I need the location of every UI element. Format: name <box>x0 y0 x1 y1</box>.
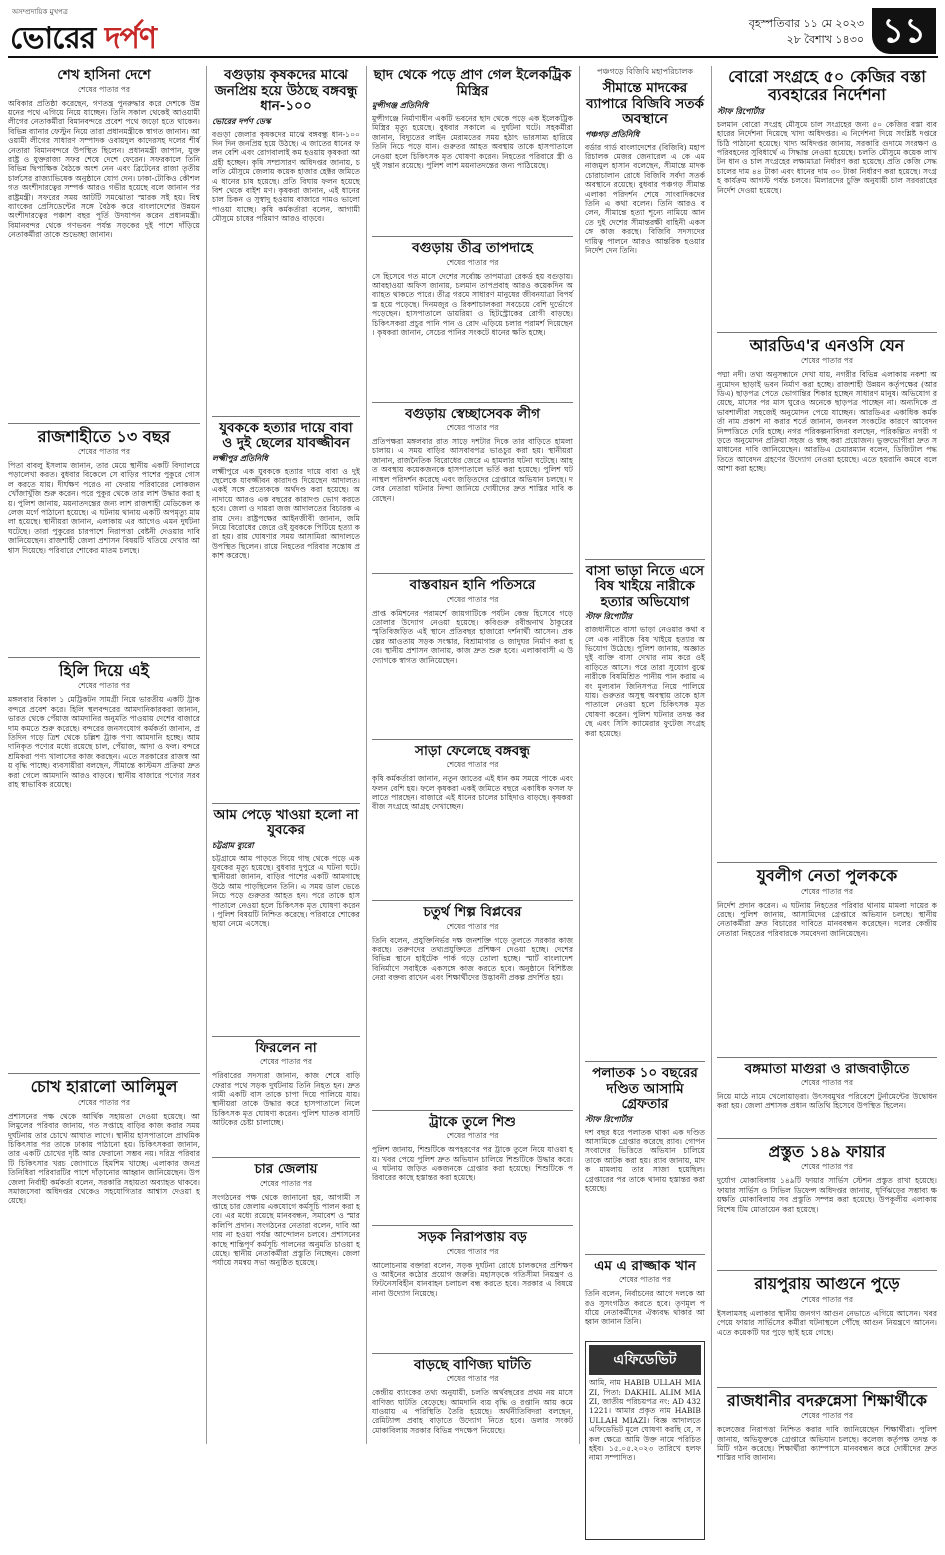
story-byline: ভোরের দর্পণ ডেস্ক <box>212 115 271 126</box>
story-headline: এম এ রাজ্জাক খান <box>594 1257 696 1274</box>
story-raipura-fire <box>717 1275 937 1380</box>
story-byline: স্টাফ রিপোর্টার <box>585 1113 632 1124</box>
story-boro-sacks <box>717 68 937 326</box>
story-divider <box>372 1110 573 1111</box>
story-headline: সড়ক নিরাপত্তায় বড় <box>418 1229 527 1246</box>
masthead <box>8 6 938 58</box>
story-divider <box>717 1270 937 1271</box>
story-kicker: পঞ্চগড়ে বিজিবি মহাপরিচালক <box>597 67 693 76</box>
story-byline: চট্টগ্রাম ব্যুরো <box>212 839 254 850</box>
story-jubo-league <box>717 867 937 1050</box>
continued-label: শেষের পাতার পর <box>801 1162 853 1172</box>
story-byline: মুন্সীগঞ্জ প্রতিনিধি <box>372 100 428 111</box>
story-divider <box>8 657 200 658</box>
column-5 <box>717 66 937 1463</box>
story-body: নির্দেশ প্রদান করেন। এ ঘটনায় নিহতের পরিবার থানায় মামলা দায়ের করেছে। পুলিশ জানায়, আসামিদের গ্রেপ্তারে অভিযান চলছে। স্থানীয় নেতাকর্মীরা দ্রুত বিচারের দাবিতে মানববন্ধন করেছেন। দলের কেন্দ্রীয় নেতারা নিহতের পরিবারকে সমবেদনা জানিয়েছেন। <box>717 900 937 938</box>
logo-part2: দর্পণ <box>95 21 157 56</box>
continued-label: শেষের পাতার পর <box>801 1294 853 1304</box>
story-poison-murder <box>585 564 705 1056</box>
continued-label: শেষের পাতার পর <box>446 1374 499 1384</box>
continued-label: শেষের পাতার পর <box>446 257 499 267</box>
masthead-tagline: অসম্প্রদায়িক মুখপত্র <box>12 8 68 16</box>
story-headline: যুবককে হত্যার দায়ে বাবা ও দুই ছেলের যাবজ্জীবন <box>219 419 353 452</box>
story-body: প্রশাসনের পক্ষ থেকে আর্থিক সহায়তা দেওয়া হয়েছে। আলিমুলের পরিবার জানায়, গত সপ্তাহে বাড়ির কাজ করার সময় দুর্ঘটনায় তার চোখে আঘাত লাগে। স্থানীয় হাসপাতালে প্রাথমিক চিকিৎসার পর তাকে ঢাকায় পাঠানো হয়। চিকিৎসকরা জানান, তার একটি চোখের দৃষ্টি আর ফেরানো সম্ভব নয়। দরিদ্র পরিবারটি চিকিৎসার খরচ জোগাতে হিমশিম খাচ্ছে। এলাকার জনপ্রতিনিধিরা পরিবারটির পাশে দাঁড়ানোর আহ্বান জানিয়েছেন। উপজেলা নির্বাহী কর্মকর্তা বলেন, সরকারি সহায়তা অব্যাহত থাকবে। সমাজসেবা অধিদপ্তর থেকেও সহযোগিতার আশ্বাস দেওয়া হয়েছে। <box>8 1111 200 1206</box>
continued-label: শেষের পাতার পর <box>78 681 130 691</box>
continued-label: শেষের পাতার পর <box>801 356 853 366</box>
page-number: ১১ <box>872 8 936 54</box>
story-heatwave <box>372 241 573 396</box>
story-body: বগুড়া জেলার কৃষকদের মাঝে বঙ্গবন্ধু ধান-১০০ দিন দিন জনপ্রিয় হয়ে উঠছে। এ জাতের ধানের ফলন বেশি এবং রোগবালাই কম হওয়ায় কৃষকরা আগ্রহী হচ্ছেন। কৃষি সম্প্রসারণ অধিদপ্তর জানায়, চলতি মৌসুমে জেলায় কয়েক হাজার হেক্টর জমিতে এ ধানের চাষ হয়েছে। প্রতি বিঘায় ফলন হয়েছে বিশ থেকে বাইশ মণ। কৃষকরা জানান, এই ধানের চাল চিকন ও সুস্বাদু হওয়ায় বাজারে দামও ভালো পাওয়া যাচ্ছে। কৃষি কর্মকর্তারা বলেন, আগামী মৌসুমে চাষের পরিমাণ আরও বাড়বে। <box>212 129 360 224</box>
story-divider <box>8 1073 200 1074</box>
story-volunteer-league <box>372 407 573 568</box>
story-body: মুন্সীগঞ্জে নির্মাণাধীন একটি ভবনের ছাদ থেকে পড়ে এক ইলেকট্রিক মিস্ত্রির মৃত্যু হয়েছে। বুধবার সকালে এ দুর্ঘটনা ঘটে। সহকর্মীরা জানান, বিদ্যুতের লাইন মেরামতের সময় হঠাৎ ভারসাম্য হারিয়ে তিনি নিচে পড়ে যান। গুরুতর আহত অবস্থায় তাকে হাসপাতালে নেওয়া হলে চিকিৎসক মৃত ঘোষণা করেন। নিহতের পরিবারে স্ত্রী ও দুই সন্তান রয়েছে। পুলিশ লাশ ময়নাতদন্তের জন্য পাঠিয়েছে। <box>372 114 573 171</box>
story-hili <box>8 662 200 1067</box>
story-headline: বঙ্গমাতা মাগুরা ও রাজবাড়ীতে <box>744 1060 910 1077</box>
story-body: নিয়ে মাঠে নামে খেলোয়াড়রা। উৎসবমুখর পরিবেশে টুর্নামেন্টের উদ্বোধন করা হয়। জেলা প্রশাসক প্রধান অতিথি হিসেবে উপস্থিত ছিলেন। <box>717 1092 937 1111</box>
story-body: বর্ডার গার্ড বাংলাদেশের (বিজিবি) মহাপরিচালক মেজর জেনারেল এ কে এম নাজমুল হাসান বলেছেন, সীমান্তে মাদক চোরাচালান রোধে বিজিবি সর্বদা সতর্ক অবস্থানে রয়েছে। বুধবার পঞ্চগড় সীমান্ত এলাকা পরিদর্শন শেষে সাংবাদিকদের তিনি এ কথা বলেন। তিনি আরও বলেন, সীমান্তে হত্যা শূন্যে নামিয়ে আনতে দুই দেশের সীমান্তরক্ষী বাহিনী একসঙ্গে কাজ করছে। বিজিবি সদস্যদের দায়িত্ব পালনে আরও আন্তরিক হওয়ার নির্দেশ দেন তিনি। <box>585 142 705 256</box>
story-headline: বাস্তবায়ন হানি পতিসরে <box>409 577 536 594</box>
story-divider <box>212 1157 360 1158</box>
story-divider <box>372 236 573 237</box>
story-fugitive-arrest <box>585 1066 705 1248</box>
story-divider <box>585 1061 705 1062</box>
story-divider <box>8 423 200 424</box>
story-life-sentence <box>212 421 360 797</box>
column-3 <box>372 66 573 1444</box>
story-electrician <box>372 68 573 230</box>
story-body: আলোচনায় বক্তারা বলেন, সড়ক দুর্ঘটনা রোধে চালকদের প্রশিক্ষণ ও আইনের কঠোর প্রয়োগ জরুরি। মহাসড়কে গতিসীমা নিয়ন্ত্রণ ও ফিটনেসবিহীন যানবাহন চলাচল বন্ধ করতে হবে। সরকার এ বিষয়ে নানা উদ্যোগ নিয়েছে। <box>372 1260 573 1298</box>
column-4 <box>585 66 705 1463</box>
story-road-safety <box>372 1230 573 1347</box>
story-body: পিতা বাবলু ইসলাম জানান, তার মেয়ে স্থানীয় একটি বিদ্যালয়ে পড়ালেখা করত। বুধবার বিকেলে সে বাড়ির পাশের পুকুরে গোসল করতে যায়। দীর্ঘক্ষণ পরেও না ফেরায় পরিবারের লোকজন খোঁজাখুঁজি শুরু করেন। পরে পুকুর থেকে তার লাশ উদ্ধার করা হয়। পুলিশ জানায়, ময়নাতদন্তের জন্য লাশ রাজশাহী মেডিকেল কলেজ মর্গে পাঠানো হয়েছে। এ ঘটনায় থানায় একটি অপমৃত্যু মামলা হয়েছে। স্থানীয়রা জানান, এলাকায় এর আগেও এমন দুর্ঘটনা ঘটেছে। তারা পুকুরের চারপাশে নিরাপত্তা বেষ্টনী দেওয়ার দাবি জানিয়েছেন। রাজশাহী জেলা প্রশাসন বিষয়টি খতিয়ে দেখার আশ্বাস দিয়েছে। পরিবারে শোকের মাতম চলছে। <box>8 460 200 555</box>
story-body: রাজধানীতে বাসা ভাড়া নেওয়ার কথা বলে এক নারীকে বিষ খাইয়ে হত্যার অভিযোগ উঠেছে। পুলিশ জানায়, অজ্ঞাত দুই ব্যক্তি বাসা দেখার নাম করে ওই বাড়িতে আসে। পরে তারা সুযোগ বুঝে নারীকে বিষমিশ্রিত পানীয় পান করায় এবং মূল্যবান জিনিসপত্র নিয়ে পালিয়ে যায়। গুরুতর অসুস্থ অবস্থায় তাকে হাসপাতালে নেওয়া হলে চিকিৎসক মৃত ঘোষণা করেন। পুলিশ ঘটনার তদন্ত করছে এবং সিসি ক্যামেরার ফুটেজ সংগ্রহ করা হয়েছে। <box>585 625 705 738</box>
story-headline: হিলি দিয়ে এই <box>59 660 149 680</box>
story-headline: ফিরলেন না <box>255 1039 317 1056</box>
date-gregorian: বৃহস্পতিবার ১১ মে ২০২৩ <box>748 17 864 30</box>
story-patisar <box>372 578 573 733</box>
story-alimul <box>8 1078 200 1481</box>
story-headline: বোরো সংগ্রহে ৫০ কেজির বস্তা ব্যবহারের নির্দেশনা <box>728 67 926 105</box>
story-body: প্রতিপক্ষরা মঙ্গলবার রাত সাড়ে দশটার দিকে তার বাড়িতে হামলা চালায়। এ সময় বাড়ির আসবাবপত্র ভাঙচুর করা হয়। স্থানীয়রা জানান, রাজনৈতিক বিরোধের জেরে এ হামলার ঘটনা ঘটেছে। আহত অবস্থায় কয়েকজনকে হাসপাতালে ভর্তি করা হয়েছে। পুলিশ ঘটনাস্থল পরিদর্শন করেছে এবং জড়িতদের গ্রেপ্তারে অভিযান চলছে। দলের নেতারা ঘটনার নিন্দা জানিয়ে দোষীদের দ্রুত শাস্তির দাবি করেছেন। <box>372 437 573 503</box>
date-bengali: ২৮ বৈশাখ ১৪৩০ <box>786 33 864 46</box>
story-divider <box>585 559 705 560</box>
story-body: সে হিসেবে গত মাসে দেশের সর্বোচ্চ তাপমাত্রা রেকর্ড হয় বগুড়ায়। আবহাওয়া অফিস জানায়, চলমান তাপপ্রবাহ আরও কয়েকদিন অব্যাহত থাকতে পারে। তীব্র গরমে সাধারণ মানুষের জীবনযাত্রা বিপর্যস্ত হয়ে পড়েছে। দিনমজুর ও রিকশাচালকরা সবচেয়ে বেশি দুর্ভোগে পড়েছেন। হাসপাতালে ডায়রিয়া ও হিটস্ট্রোকের রোগী বাড়ছে। চিকিৎসকরা প্রচুর পানি পান ও রোদ এড়িয়ে চলার পরামর্শ দিয়েছেন। কৃষকরা জানান, সেচের পানির সংকটে ধানের ক্ষতি হচ্ছে। <box>372 271 573 337</box>
story-mango <box>212 808 360 1030</box>
story-divider <box>372 1353 573 1354</box>
story-four-districts <box>212 1162 360 1523</box>
story-divider <box>717 1387 937 1388</box>
story-body: মঙ্গলবার বিকাল ১ মেট্রিকটন সামগ্রী নিয়ে ভারতীয় একটি ট্রাক বন্দরে প্রবেশ করে। হিলি স্থলবন্দরের আমদানিকারকরা জানান, ভারত থেকে পেঁয়াজ আমদানির অনুমতি পাওয়ায় দেশের বাজারে দাম কমতে শুরু করেছে। বন্দরের জনসংযোগ কর্মকর্তা জানান, প্রতিদিন গড়ে ত্রিশ থেকে চল্লিশ ট্রাক পণ্য আমদানি হচ্ছে। আমদানিকৃত পণ্যের মধ্যে রয়েছে চাল, পেঁয়াজ, আদা ও ফল। বন্দরে শ্রমিকরা পণ্য খালাসের কাজ করছেন। এতে সরকারের রাজস্ব আয় বৃদ্ধি পাচ্ছে। ব্যবসায়ীরা বলছেন, সীমান্তে কাস্টমস প্রক্রিয়া দ্রুত করা গেলে আমদানি আরও বাড়বে। স্থানীয় বাজারে পণ্যের সরবরাহ স্বাভাবিক রয়েছে। <box>8 695 200 789</box>
continued-label: শেষের পাতার পর <box>78 1097 130 1107</box>
story-body: দশ বছর ধরে পলাতক থাকা এক দণ্ডিত আসামিকে গ্রেপ্তার করেছে র‍্যাব। গোপন সংবাদের ভিত্তিতে অভিযান চালিয়ে তাকে আটক করা হয়। র‍্যাব জানায়, মাদক মামলায় তার সাজা হয়েছিল। গ্রেপ্তারের পর তাকে থানায় হস্তান্তর করা হয়েছে। <box>585 1127 705 1194</box>
story-badrunnesa <box>717 1392 937 1555</box>
story-child-truck <box>372 1115 573 1220</box>
story-body: লক্ষ্মীপুরে এক যুবককে হত্যার দায়ে বাবা ও দুই ছেলেকে যাবজ্জীবন কারাদণ্ড দিয়েছেন আদালত। একই সঙ্গে প্রত্যেককে অর্থদণ্ড করা হয়েছে। অনাদায়ে আরও এক বছরের কারাদণ্ড ভোগ করতে হবে। জেলা ও দায়রা জজ আদালতের বিচারক এ রায় দেন। রাষ্ট্রপক্ষের আইনজীবী জানান, জমি নিয়ে বিরোধের জেরে ওই যুবককে পিটিয়ে হত্যা করা হয়। রায় ঘোষণার সময় আসামিরা আদালতে উপস্থিত ছিলেন। রায়ে নিহতের পরিবার সন্তোষ প্রকাশ করেছে। <box>212 466 360 561</box>
story-headline: শেখ হাসিনা দেশে <box>57 67 151 83</box>
story-body: পুলিশ জানায়, শিশুটিকে অপহরণের পর ট্রাকে তুলে নিয়ে যাওয়া হয়। খবর পেয়ে পুলিশ দ্রুত অভিযান চালিয়ে শিশুটিকে উদ্ধার করে। এ ঘটনায় জড়িত একজনকে গ্রেপ্তার করা হয়েছে। শিশুটিকে পরিবারের কাছে হস্তান্তর করা হয়েছে। <box>372 1145 573 1183</box>
continued-label: শেষের পাতার পর <box>260 1178 312 1188</box>
story-body: ইসলামসহ এলাকার স্থানীয় জনগণ আগুন নেভাতে এগিয়ে আসেন। খবর পেয়ে ফায়ার সার্ভিসের কর্মীরা ঘটনাস্থলে পৌঁছে আগুন নিয়ন্ত্রণে আনেন। এতে কয়েকটি ঘর পুড়ে ছাই হয়ে গেছে। <box>717 1308 937 1337</box>
story-headline: বগুড়ায় স্বেচ্ছাসেবক লীগ <box>405 405 540 422</box>
story-headline: আম পেড়ে খাওয়া হলো না যুবকের <box>213 806 359 839</box>
story-divider <box>717 862 937 863</box>
story-body: কৃষি কর্মকর্তারা জানান, নতুন জাতের এই ধান কম সময়ে পাকে এবং ফলন বেশি হয়। ফলে কৃষকরা একই জমিতে বছরে একাধিক ফসল ফলাতে পারছেন। বাজারে এই ধানের চালের চাহিদাও বাড়ছে। কৃষকরা বীজ সংগ্রহে আগ্রহ দেখাচ্ছেন। <box>372 774 573 812</box>
newspaper-logo <box>10 14 156 65</box>
story-body: পরিবারের সদস্যরা জানান, কাজ শেষে বাড়ি ফেরার পথে সড়ক দুর্ঘটনায় তিনি নিহত হন। দ্রুতগামী একটি বাস তাকে চাপা দিয়ে পালিয়ে যায়। স্থানীয়রা তাকে উদ্ধার করে হাসপাতালে নিলে চিকিৎসক মৃত ঘোষণা করেন। পুলিশ ঘাতক বাসটি আটকের চেষ্টা চালাচ্ছে। <box>212 1071 360 1128</box>
story-headline: ছাদ থেকে পড়ে প্রাণ গেল ইলেকট্রিক মিস্ত্রির <box>373 67 572 99</box>
story-byline: পঞ্চগড় প্রতিনিধি <box>585 128 640 139</box>
logo-part1: ভোরের <box>10 21 96 56</box>
story-divider <box>372 1225 573 1226</box>
column-rule <box>366 66 367 1444</box>
story-did-not-return <box>212 1041 360 1152</box>
story-byline: স্টাফ রিপোর্টার <box>717 105 764 116</box>
continued-label: শেষের পাতার পর <box>801 1078 853 1088</box>
story-divider <box>212 803 360 804</box>
affidavit-body: আমি, নাম HABIB ULLAH MIAZI, পিতা: DAKHIL ALIM MIAZI, জাতীয় পরিচয়পত্র নং: AD 4321221। আমার প্রকৃত নাম HABIB ULLAH MIAZI। বিজ্ঞ আদালতে এফিডেভিট মূলে ঘোষণা করছি যে, সকল ক্ষেত্রে আমি উক্ত নামে পরিচিত হইব। ১৫.০৫.২০২৩ তারিখে হলফনামা সম্পাদিত। <box>589 1378 701 1463</box>
story-divider <box>212 416 360 417</box>
story-headline: প্রস্তুত ১৪৯ ফায়ার <box>768 1142 886 1162</box>
column-rule <box>579 66 580 1444</box>
story-headline: রায়পুরায় আগুনে পুড়ে <box>754 1274 900 1294</box>
column-2 <box>212 66 360 1444</box>
story-headline: সীমান্তে মাদকের ব্যাপারে বিজিবি সতর্ক অবস্থানে <box>586 80 704 128</box>
story-body: সংগঠনের পক্ষ থেকে জানানো হয়, আগামী সপ্তাহে চার জেলায় একযোগে কর্মসূচি পালন করা হবে। এর মধ্যে রয়েছে মানববন্ধন, সমাবেশ ও স্মারকলিপি প্রদান। সংগঠনের নেতারা বলেন, দাবি আদায় না হওয়া পর্যন্ত আন্দোলন চলবে। প্রশাসনের কাছে শান্তিপূর্ণ কর্মসূচি পালনের অনুমতি চাওয়া হয়েছে। স্থানীয় নেতাকর্মীরা প্রস্তুতি নিচ্ছেন। জেলা পর্যায়ে সমন্বয় সভা অনুষ্ঠিত হয়েছে। <box>212 1192 360 1268</box>
story-headline: বগুড়ায় কৃষকদের মাঝে জনপ্রিয় হয়ে উঠছে বঙ্গবন্ধু ধান-১০০ <box>214 67 358 115</box>
story-headline: সাড়া ফেলেছে বঙ্গবন্ধু <box>415 742 530 759</box>
story-divider <box>717 332 937 333</box>
story-razzak-khan <box>585 1259 705 1336</box>
story-fourth-industrial <box>372 905 573 1104</box>
story-headline: আরডিএ'র এনওসি যেন <box>749 335 905 355</box>
story-headline: বাসা ভাড়া নিতে এসে বিষ খাইয়ে নারীকে হত্যার অভিযোগ <box>586 562 704 610</box>
story-headline: চোখ হারালো আলিমুল <box>30 1077 178 1097</box>
story-headline: পলাতক ১০ বছরের দণ্ডিত আসামি গ্রেফতার <box>592 1065 698 1113</box>
continued-label: শেষের পাতার পর <box>446 921 499 931</box>
affidavit-box <box>585 1341 705 1540</box>
story-headline: বাড়ছে বাণিজ্য ঘাটতি <box>413 1356 532 1373</box>
story-bangabandhu-rice <box>212 68 360 410</box>
story-divider <box>372 900 573 901</box>
continued-label: শেষের পাতার পর <box>78 84 130 94</box>
story-headline: চতুর্থ শিল্প বিপ্লবের <box>423 904 522 921</box>
story-byline: লক্ষ্মীপুর প্রতিনিধি <box>212 452 268 463</box>
continued-label: শেষের পাতার পর <box>801 886 853 896</box>
continued-label: শেষের পাতার পর <box>260 1057 312 1067</box>
story-rajshahi <box>8 428 200 651</box>
continued-label: শেষের পাতার পর <box>446 423 499 433</box>
story-headline: যুবলীগ নেতা পুলককে <box>756 866 898 886</box>
story-headline: রাজশাহীতে ১৩ বছর <box>37 426 171 446</box>
story-body: তিনি বলেন, প্রযুক্তিনির্ভর দক্ষ জনশক্তি গড়ে তুলতে সরকার কাজ করছে। তরুণদের তথ্যপ্রযুক্তিতে প্রশিক্ষণ দেওয়া হচ্ছে। দেশের বিভিন্ন স্থানে হাইটেক পার্ক গড়ে তোলা হচ্ছে। স্মার্ট বাংলাদেশ বিনির্মাণে সবাইকে একসঙ্গে কাজ করতে হবে। অনুষ্ঠানে বিশিষ্টজনেরা বক্তব্য রাখেন এবং শিক্ষার্থীদের উদ্ভাবনী প্রকল্প প্রদর্শিত হয়। <box>372 935 573 983</box>
story-fire-stations <box>717 1143 937 1264</box>
story-divider <box>212 1036 360 1037</box>
story-body: চট্টগ্রামে আম পাড়তে গিয়ে গাছ থেকে পড়ে এক যুবকের মৃত্যু হয়েছে। বুধবার দুপুরে এ ঘটনা ঘটে। স্থানীয়রা জানান, বাড়ির পাশের একটি আমগাছে উঠে আম পাড়ছিলেন তিনি। এ সময় ডাল ভেঙে নিচে পড়ে গুরুতর আহত হন। পরে তাকে হাসপাতালে নেওয়া হলে চিকিৎসক মৃত ঘোষণা করেন। পুলিশ বিষয়টি নিশ্চিত করেছে। পরিবারে শোকের ছায়া নেমে এসেছে। <box>212 853 360 929</box>
column-1 <box>8 66 200 1444</box>
story-bangamata-tournament <box>717 1062 937 1133</box>
story-divider <box>372 739 573 740</box>
continued-label: শেষের পাতার পর <box>801 1411 853 1421</box>
story-body: অবিকার প্রতিষ্ঠা করেছেন, গণতন্ত্র পুনরুদ্ধার করে দেশকে উন্নয়নের পথে এগিয়ে নিয়ে যাচ্ছেন। তিনি সকাল থেকেই আওয়ামী লীগের নেতাকর্মীরা বিমানবন্দরে প্রবেশ পথে জড়ো হতে থাকেন। বিভিন্ন ব্যানার ফেস্টুন নিয়ে তারা প্রধানমন্ত্রীকে স্বাগত জানান। আওয়ামী লীগের সাধারণ সম্পাদক ওবায়দুল কাদেরসহ দলের শীর্ষ নেতারা বিমানবন্দরে উপস্থিত ছিলেন। প্রধানমন্ত্রী জাপান, যুক্তরাষ্ট্র ও যুক্তরাজ্য সফর শেষে দেশে ফেরেন। সফরকালে তিনি বিভিন্ন দ্বিপাক্ষিক বৈঠকে অংশ নেন এবং ব্রিটেনের রাজা তৃতীয় চার্লসের রাজ্যাভিষেক অনুষ্ঠানে যোগ দেন। ঢাকা-টোকিও কৌশলগত অংশীদারত্বের সম্পর্ক আরও গভীর হয়েছে বলে জানান পররাষ্ট্রমন্ত্রী। সফরের সময় আটটি সমঝোতা স্মারক সই হয়। বিশ্বব্যাংকের প্রেসিডেন্টের সঙ্গে বৈঠক করে বাংলাদেশের উন্নয়ন অংশীদারত্বের পঞ্চাশ বছর পূর্তি উদযাপন করেন প্রধানমন্ত্রী। বিমানবন্দর থেকে গণভবন পর্যন্ত সড়কের দুই পাশে দাঁড়িয়ে নেতাকর্মীরা তাকে শুভেচ্ছা জানান। <box>8 98 201 240</box>
dateline <box>749 16 864 48</box>
story-bgb <box>585 66 705 553</box>
story-body: দুর্যোগ মোকাবিলায় ১৪৯টি ফায়ার সার্ভিস স্টেশন প্রস্তুত রাখা হয়েছে। ফায়ার সার্ভিস ও সিভিল ডিফেন্স অধিদপ্তর জানায়, ঘূর্ণিঝড়ের সম্ভাব্য ক্ষয়ক্ষতি মোকাবিলায় সব প্রস্তুতি সম্পন্ন করা হয়েছে। উপকূলীয় এলাকায় বিশেষ টিম মোতায়েন করা হয়েছে। <box>717 1176 937 1214</box>
story-body: চলমান বোরো সংগ্রহ মৌসুমে চাল সংগ্রহের জন্য ৫০ কেজির বস্তা ব্যবহারের নির্দেশনা দিয়েছে খাদ্য অধিদপ্তর। এ নির্দেশনা দিয়ে সংশ্লিষ্ট দপ্তরে চিঠি পাঠানো হয়েছে। খাদ্য অধিদপ্তর জানায়, সরকারি গুদামে সংরক্ষণ ও পরিবহনের সুবিধার্থে এ সিদ্ধান্ত নেওয়া হয়েছে। চলতি মৌসুমে কয়েক লাখ টন ধান ও চাল সংগ্রহের লক্ষ্যমাত্রা নির্ধারণ করা হয়েছে। প্রতি কেজি সেদ্ধ চালের দাম ৪৪ টাকা এবং ধানের দাম ৩০ টাকা নির্ধারণ করা হয়েছে। সংগ্রহ কার্যক্রম আগস্ট পর্যন্ত চলবে। মিলারদের চুক্তি অনুযায়ী চাল সরবরাহের নির্দেশ দেওয়া হয়েছে। <box>717 119 937 195</box>
story-headline: রাজধানীর বদরুন্নেসা শিক্ষার্থীকে <box>727 1390 927 1410</box>
story-body: প্রাপ্ত কমিশনের পরামর্শে জায়গাটিকে পর্যটন কেন্দ্র হিসেবে গড়ে তোলার উদ্যোগ নেওয়া হয়েছে। কবিগুরু রবীন্দ্রনাথ ঠাকুরের স্মৃতিবিজড়িত এই স্থানে প্রতিবছর হাজারো দর্শনার্থী আসেন। প্রকল্পের আওতায় সড়ক সংস্কার, বিশ্রামাগার ও জাদুঘর নির্মাণ করা হবে। স্থানীয় প্রশাসন জানায়, কাজ দ্রুত শুরু হবে। এলাকাবাসী এ উদ্যোগকে স্বাগত জানিয়েছেন। <box>372 608 573 665</box>
story-body: কেন্দ্রীয় ব্যাংকের তথ্য অনুযায়ী, চলতি অর্থবছরের প্রথম নয় মাসে বাণিজ্য ঘাটতি বেড়েছে। আমদানি ব্যয় বৃদ্ধি ও রপ্তানি আয় কমে যাওয়ায় এ পরিস্থিতি তৈরি হয়েছে। অর্থনীতিবিদরা বলছেন, রেমিট্যান্স প্রবাহ বাড়াতে উদ্যোগ নিতে হবে। ডলার সংকট মোকাবিলায় সরকার বিভিন্ন পদক্ষেপ নিয়েছে। <box>372 1388 573 1435</box>
story-divider <box>717 1138 937 1139</box>
story-headline: বগুড়ায় তীব্র তাপদাহে <box>412 240 533 257</box>
continued-label: শেষের পাতার পর <box>446 760 499 770</box>
continued-label: শেষের পাতার পর <box>446 1246 499 1256</box>
story-divider <box>372 573 573 574</box>
story-sheikh-hasina <box>8 68 200 417</box>
story-body: পদ্মা নদী। তথ্য অনুসন্ধানে দেখা যায়, নগরীর বিভিন্ন এলাকায় নকশা অনুমোদন ছাড়াই ভবন নির্মাণ করা হচ্ছে। রাজশাহী উন্নয়ন কর্তৃপক্ষের (আরডিএ) ছাড়পত্র পেতে ভোগান্তির শিকার হচ্ছেন সাধারণ মানুষ। অভিযোগ রয়েছে, মাসের পর মাস ঘুরেও অনেকে ছাড়পত্র পাচ্ছেন না। অন্যদিকে প্রভাবশালীরা সহজেই অনুমোদন পেয়ে যাচ্ছেন। আরডিএর একাধিক কর্মকর্তা নাম প্রকাশ না করার শর্তে জানান, জনবল সংকটের কারণে আবেদন নিষ্পত্তিতে দেরি হচ্ছে। নগর পরিকল্পনাবিদরা বলছেন, পরিকল্পিত নগরী গড়তে অনুমোদন প্রক্রিয়া সহজ ও স্বচ্ছ করা প্রয়োজন। ভুক্তভোগীরা দ্রুত সমাধানের দাবি জানিয়েছেন। আরডিএ চেয়ারম্যান বলেন, ডিজিটাল পদ্ধতিতে আবেদন গ্রহণের উদ্যোগ নেওয়া হয়েছে। এতে হয়রানি কমবে বলে আশা করা হচ্ছে। <box>717 370 937 474</box>
column-rule <box>711 66 712 1444</box>
continued-label: শেষের পাতার পর <box>78 446 130 456</box>
column-rule <box>206 66 207 1444</box>
story-body: কলেজের নিরাপত্তা নিশ্চিত করার দাবি জানিয়েছেন শিক্ষার্থীরা। পুলিশ জানায়, অভিযুক্তকে গ্রেপ্তারে অভিযান চলছে। কলেজ কর্তৃপক্ষ তদন্ত কমিটি গঠন করেছে। শিক্ষার্থীরা ক্যাম্পাসে মানববন্ধন করে দোষীদের দ্রুত শাস্তির দাবি জানান। <box>717 1425 937 1463</box>
story-divider <box>372 402 573 403</box>
story-headline: চার জেলায় <box>254 1161 318 1178</box>
affidavit-title: এফিডেভিট <box>589 1345 701 1375</box>
story-trade-deficit <box>372 1358 573 1509</box>
story-byline: স্টাফ রিপোর্টার <box>585 611 632 622</box>
continued-label: শেষের পাতার পর <box>446 594 499 604</box>
story-response <box>372 744 573 895</box>
story-rda-noc <box>717 337 937 856</box>
continued-label: শেষের পাতার পর <box>619 1275 671 1285</box>
continued-label: শেষের পাতার পর <box>446 1131 499 1141</box>
story-divider <box>717 1057 937 1058</box>
story-body: তিনি বলেন, নির্বাচনের আগে দলকে আরও সুসংগঠিত করতে হবে। তৃণমূল পর্যায়ে নেতাকর্মীদের ঐক্যবদ্ধ থাকার আহ্বান জানান তিনি। <box>585 1289 705 1327</box>
story-headline: ট্রাকে তুলে শিশু <box>429 1113 516 1130</box>
story-divider <box>585 1254 705 1255</box>
